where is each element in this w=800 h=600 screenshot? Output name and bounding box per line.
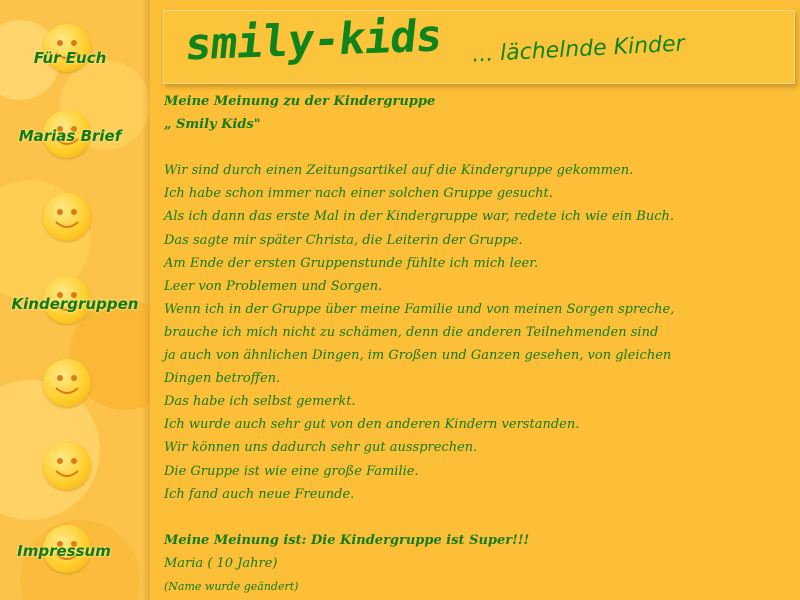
letter-line: Wir können uns dadurch sehr gut aussprechen. <box>164 440 478 456</box>
sidebar <box>0 0 150 600</box>
letter-note: (Name wurde geändert) <box>164 579 299 593</box>
letter-line: Das sagte mir später Christa, die Leiterin der Gruppe. <box>164 232 523 248</box>
letter-subheading: „ Smily Kids" <box>164 117 261 133</box>
nav-item-fuer-euch[interactable]: Für Euch <box>33 49 107 67</box>
letter-line: Ich wurde auch sehr gut von den anderen Kindern verstanden. <box>164 417 580 433</box>
spacer <box>164 506 794 529</box>
sidebar-divider <box>142 0 150 600</box>
letter-line: Die Gruppe ist wie eine große Familie. <box>164 463 419 479</box>
letter-line: Als ich dann das erste Mal in der Kindergruppe war, redete ich wie ein Buch. <box>164 209 674 225</box>
letter-line: brauche ich mich nicht zu schämen, denn die anderen Teilnehmenden sind <box>164 324 659 340</box>
nav-item-kindergruppen[interactable]: Kindergruppen <box>11 295 139 313</box>
letter-line: Wenn ich in der Gruppe über meine Familie und von meinen Sorgen spreche, <box>164 301 675 317</box>
letter-line: Ich habe schon immer nach einer solchen Gruppe gesucht. <box>164 186 553 202</box>
nav-item-marias-brief[interactable]: Marias Brief <box>18 127 122 145</box>
letter-line: Leer von Problemen und Sorgen. <box>164 278 383 294</box>
letter-signature: Maria ( 10 Jahre) <box>164 555 278 571</box>
letter-line: Ich fand auch neue Freunde. <box>164 486 355 502</box>
letter-line: Dingen betroffen. <box>164 371 281 387</box>
letter-content <box>164 90 794 598</box>
letter-line: Wir sind durch einen Zeitungsartikel auf die Kindergruppe gekommen. <box>164 163 634 179</box>
spacer <box>164 136 794 159</box>
letter-line: Am Ende der ersten Gruppenstunde fühlte ich mich leer. <box>164 255 539 271</box>
header-banner <box>163 10 795 84</box>
site-title[interactable]: smily-kids <box>182 10 445 71</box>
letter-line: Das habe ich selbst gemerkt. <box>164 394 356 410</box>
nav-item-impressum[interactable]: Impressum <box>17 542 111 560</box>
letter-heading: Meine Meinung zu der Kindergruppe <box>164 94 436 109</box>
letter-line: ja auch von ähnlichen Dingen, im Großen und Ganzen gesehen, von gleichen <box>164 348 672 364</box>
site-tagline: ... lächelnde Kinder <box>471 31 686 68</box>
smiley-icon[interactable] <box>43 442 91 490</box>
letter-conclusion: Meine Meinung ist: Die Kindergruppe ist Super!!! <box>164 532 530 548</box>
smiley-icon[interactable] <box>43 193 91 241</box>
smiley-icon[interactable] <box>43 359 91 407</box>
